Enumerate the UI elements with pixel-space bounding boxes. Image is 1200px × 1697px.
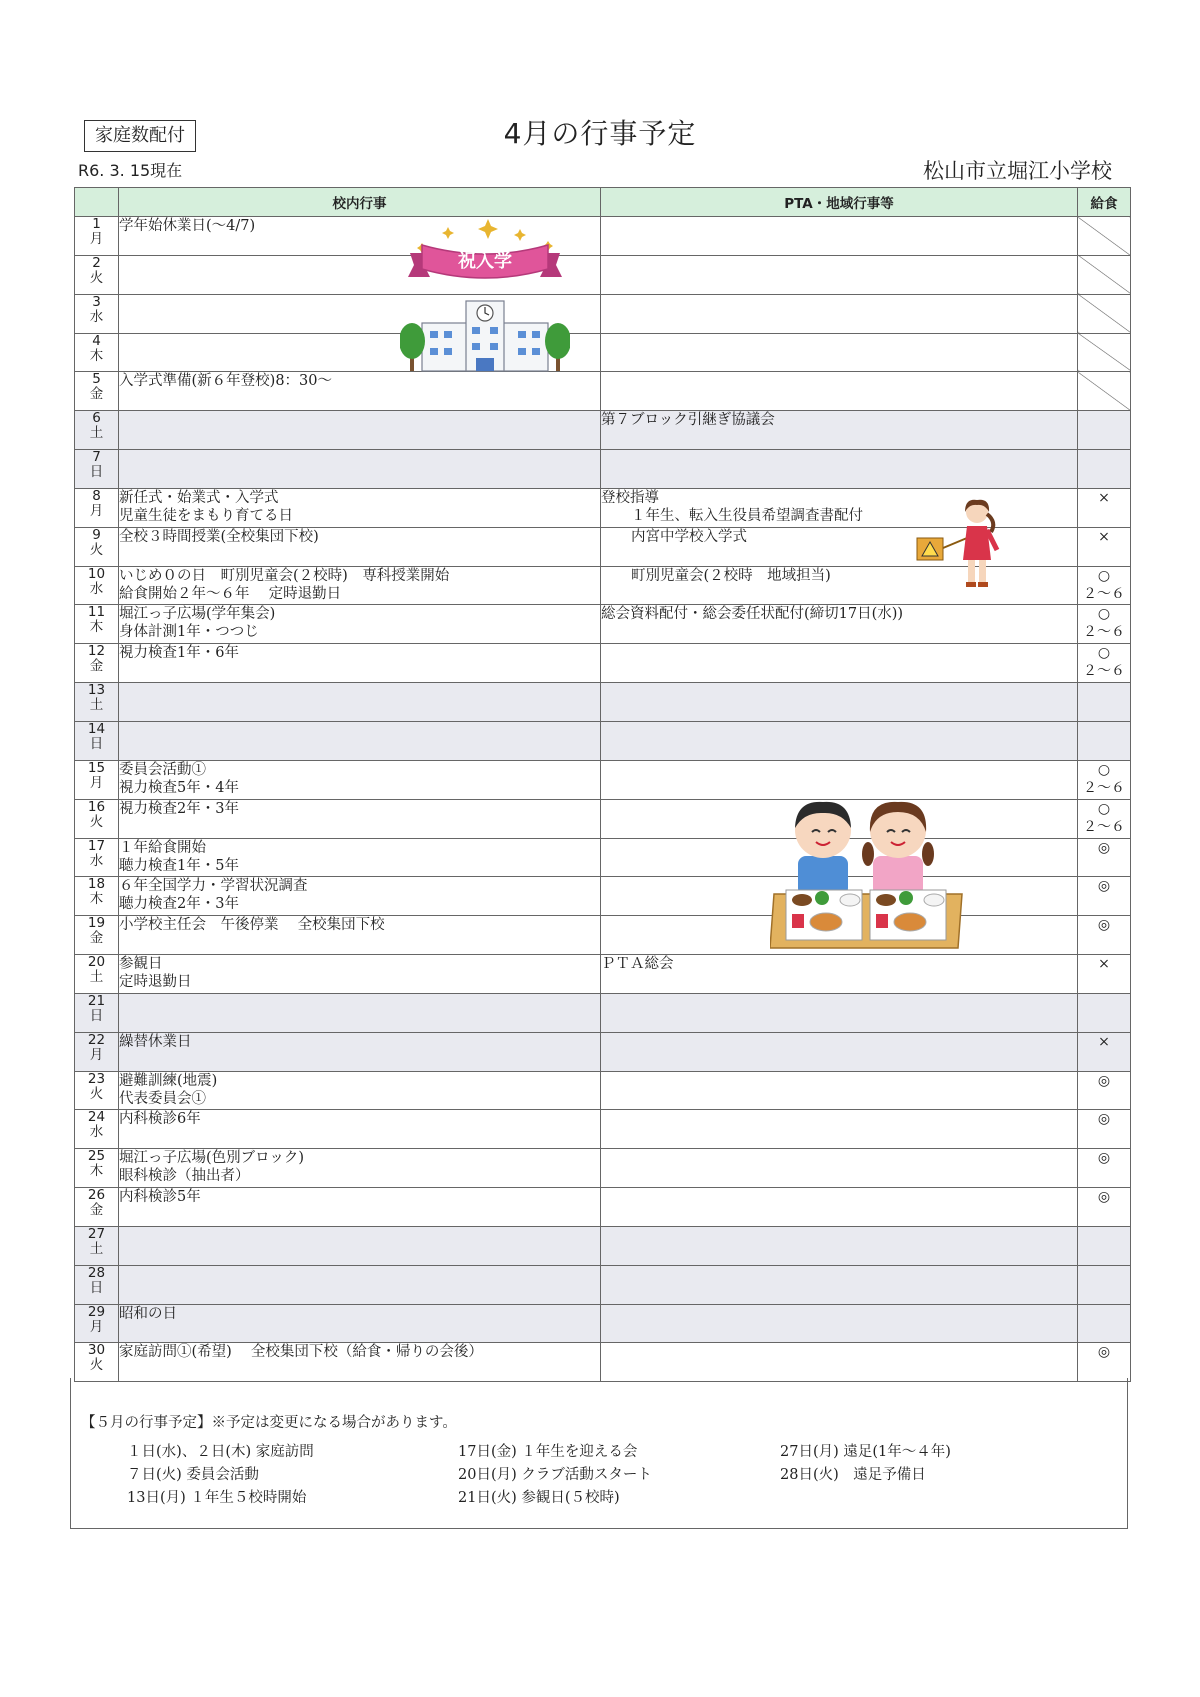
lunch-cell bbox=[1078, 450, 1131, 489]
date-cell bbox=[75, 372, 119, 411]
day-number: 8 bbox=[92, 487, 101, 504]
weekday: 金 bbox=[89, 658, 104, 675]
day-number: 13 bbox=[87, 682, 106, 699]
lunch-cell bbox=[1078, 372, 1131, 411]
table-row bbox=[75, 411, 1131, 450]
lunch-mark: ２～６ bbox=[1083, 585, 1125, 602]
pta-event-cell bbox=[601, 605, 1078, 644]
lunch-cell bbox=[1078, 721, 1131, 760]
table-row bbox=[75, 683, 1131, 722]
lunch-mark: ２～６ bbox=[1083, 663, 1125, 680]
pta-event-cell bbox=[601, 372, 1078, 411]
school-event-cell bbox=[119, 721, 601, 760]
table-row bbox=[75, 217, 1131, 256]
school-event-cell bbox=[119, 683, 601, 722]
weekday: 日 bbox=[89, 1279, 104, 1296]
distribution-badge: 家庭数配付 bbox=[84, 120, 196, 152]
pta-event-cell bbox=[601, 993, 1078, 1032]
weekday: 月 bbox=[89, 231, 104, 247]
may-item: 27日(月) 遠足(1年～４年) bbox=[780, 1444, 951, 1460]
lunch-mark: ◎ bbox=[1097, 878, 1111, 895]
date-cell bbox=[75, 838, 119, 877]
weekday: 火 bbox=[89, 1085, 104, 1102]
lunch-cell bbox=[1078, 955, 1131, 994]
table-row bbox=[75, 1343, 1131, 1382]
day-number: 26 bbox=[87, 1187, 106, 1204]
date-cell bbox=[75, 760, 119, 799]
weekday: 火 bbox=[89, 541, 104, 558]
school-event-cell bbox=[119, 1343, 601, 1382]
school-event-cell bbox=[119, 1188, 601, 1227]
school-event-line: 昭和の日 bbox=[119, 1305, 177, 1322]
school-event-cell bbox=[119, 916, 601, 955]
day-number: 9 bbox=[92, 526, 101, 543]
school-event-cell bbox=[119, 605, 601, 644]
pta-event-cell bbox=[601, 333, 1078, 372]
school-event-line: 視力検査1年・6年 bbox=[119, 645, 239, 662]
lunch-cell bbox=[1078, 1304, 1131, 1343]
school-event-cell bbox=[119, 1265, 601, 1304]
sparkle-icon bbox=[417, 219, 553, 253]
weekday: 金 bbox=[89, 1202, 104, 1219]
entrance-ceremony-illustration bbox=[400, 215, 570, 390]
lunch-cell bbox=[1078, 1032, 1131, 1071]
lunch-mark: ◎ bbox=[1097, 917, 1111, 934]
lunch-cell bbox=[1078, 877, 1131, 916]
pta-event-cell bbox=[601, 721, 1078, 760]
lunch-mark: ◎ bbox=[1097, 1150, 1111, 1167]
day-number: 12 bbox=[87, 643, 106, 660]
date-cell bbox=[75, 527, 119, 566]
day-number: 24 bbox=[87, 1109, 106, 1126]
school-event-cell bbox=[119, 838, 601, 877]
school-event-cell bbox=[119, 799, 601, 838]
lunch-mark: ○ bbox=[1097, 761, 1111, 778]
pta-event-cell bbox=[601, 1265, 1078, 1304]
girl-icon bbox=[862, 802, 934, 896]
pta-event-cell bbox=[601, 1226, 1078, 1265]
school-event-line: 参観日 bbox=[119, 956, 163, 973]
day-number: 25 bbox=[87, 1148, 106, 1165]
table-row bbox=[75, 993, 1131, 1032]
table-row bbox=[75, 721, 1131, 760]
lunch-mark: ２～６ bbox=[1083, 624, 1125, 641]
table-row bbox=[75, 1265, 1131, 1304]
day-number: 2 bbox=[92, 254, 101, 271]
pta-events-header: PTA・地域行事等 bbox=[601, 188, 1078, 217]
date-cell bbox=[75, 1149, 119, 1188]
table-row bbox=[75, 255, 1131, 294]
lunch-mark: ◎ bbox=[1097, 1072, 1111, 1089]
lunch-mark: ○ bbox=[1097, 645, 1111, 662]
date-cell bbox=[75, 1188, 119, 1227]
pta-event-cell bbox=[601, 1032, 1078, 1071]
weekday: 日 bbox=[89, 464, 104, 481]
day-number: 15 bbox=[87, 759, 106, 776]
may-schedule-heading: 【５月の行事予定】※予定は変更になる場合があります。 bbox=[81, 1415, 457, 1431]
school-event-line: 小学校主任会 午後停業 全校集団下校 bbox=[119, 917, 385, 934]
school-event-line: 全校３時間授業(全校集団下校) bbox=[119, 528, 319, 545]
pta-event-line: １年生、転入生役員希望調査書配付 bbox=[631, 507, 863, 524]
may-item: １日(水)、２日(木) 家庭訪問 bbox=[127, 1444, 314, 1460]
date-cell bbox=[75, 1343, 119, 1382]
pta-event-cell bbox=[601, 1071, 1078, 1110]
school-event-cell bbox=[119, 1304, 601, 1343]
school-event-line: 聴力検査1年・5年 bbox=[119, 857, 239, 874]
table-row bbox=[75, 1304, 1131, 1343]
crossing-guard-illustration bbox=[915, 498, 1010, 593]
table-row bbox=[75, 1071, 1131, 1110]
school-event-line: 堀江っ子広場(学年集会) bbox=[119, 606, 276, 623]
date-cell bbox=[75, 955, 119, 994]
lunch-cell bbox=[1078, 333, 1131, 372]
school-event-line: 委員会活動① bbox=[119, 761, 206, 778]
table-row bbox=[75, 1110, 1131, 1149]
school-event-line: 聴力検査2年・3年 bbox=[119, 896, 239, 913]
school-building-icon bbox=[422, 301, 548, 371]
school-event-cell bbox=[119, 760, 601, 799]
schedule-header-row bbox=[75, 188, 1131, 217]
pta-event-cell bbox=[601, 1110, 1078, 1149]
date-cell bbox=[75, 488, 119, 527]
date-cell bbox=[75, 1110, 119, 1149]
day-number: 30 bbox=[87, 1342, 106, 1359]
lunch-cell bbox=[1078, 566, 1131, 605]
lunch-mark: ２～６ bbox=[1083, 818, 1125, 835]
lunch-cell bbox=[1078, 294, 1131, 333]
table-row bbox=[75, 333, 1131, 372]
school-event-line: 内科検診6年 bbox=[119, 1111, 201, 1128]
pta-event-cell bbox=[601, 1188, 1078, 1227]
pta-event-line: 総会資料配付・総会委任状配付(締切17日(水)) bbox=[601, 606, 904, 623]
day-number: 4 bbox=[92, 332, 101, 349]
lunch-cell bbox=[1078, 916, 1131, 955]
date-cell bbox=[75, 566, 119, 605]
pta-event-cell bbox=[601, 683, 1078, 722]
school-event-line: 定時退勤日 bbox=[119, 974, 192, 991]
school-event-line: 身体計測1年・つつじ bbox=[119, 624, 259, 641]
may-item: 21日(火) 参観日(５校時) bbox=[458, 1490, 620, 1506]
may-item: 20日(月) クラブ活動スタート bbox=[458, 1467, 652, 1483]
date-cell bbox=[75, 1304, 119, 1343]
day-number: 20 bbox=[87, 954, 106, 971]
lunch-cell bbox=[1078, 217, 1131, 256]
school-events-header: 校内行事 bbox=[119, 188, 601, 217]
pta-event-line: ＰＴＡ総会 bbox=[601, 956, 674, 973]
school-event-line: 視力検査2年・3年 bbox=[119, 800, 239, 817]
school-event-line: 代表委員会① bbox=[119, 1090, 206, 1107]
weekday: 水 bbox=[89, 580, 104, 597]
date-cell bbox=[75, 916, 119, 955]
lunch-cell bbox=[1078, 605, 1131, 644]
weekday: 月 bbox=[89, 1046, 104, 1063]
lunch-mark: ◎ bbox=[1097, 839, 1111, 856]
table-row bbox=[75, 1188, 1131, 1227]
date-cell bbox=[75, 799, 119, 838]
date-column-header bbox=[75, 188, 119, 217]
weekday: 日 bbox=[89, 1007, 104, 1024]
lunch-cell bbox=[1078, 527, 1131, 566]
day-number: 16 bbox=[87, 798, 106, 815]
date-cell bbox=[75, 1071, 119, 1110]
schedule-body bbox=[75, 217, 1131, 1382]
ribbon-text: 祝入学 bbox=[458, 251, 512, 272]
pta-event-cell bbox=[601, 955, 1078, 994]
date-cell bbox=[75, 217, 119, 256]
pta-event-cell bbox=[601, 217, 1078, 256]
table-row bbox=[75, 1149, 1131, 1188]
day-number: 7 bbox=[92, 449, 101, 466]
weekday: 水 bbox=[89, 852, 104, 869]
weekday: 水 bbox=[89, 308, 104, 325]
day-number: 6 bbox=[92, 410, 101, 427]
lunch-cell bbox=[1078, 1343, 1131, 1382]
day-number: 18 bbox=[87, 876, 106, 893]
pta-event-cell bbox=[601, 760, 1078, 799]
school-event-cell bbox=[119, 1032, 601, 1071]
weekday: 土 bbox=[89, 425, 104, 442]
pta-event-cell bbox=[601, 644, 1078, 683]
lunch-cell bbox=[1078, 488, 1131, 527]
date-cell bbox=[75, 683, 119, 722]
may-item: 17日(金) １年生を迎える会 bbox=[458, 1444, 638, 1460]
lunch-cell bbox=[1078, 1071, 1131, 1110]
school-event-cell bbox=[119, 527, 601, 566]
lunch-mark: ◎ bbox=[1097, 1111, 1111, 1128]
date-cell bbox=[75, 294, 119, 333]
lunch-cell bbox=[1078, 760, 1131, 799]
weekday: 月 bbox=[89, 502, 104, 519]
weekday: 土 bbox=[89, 697, 104, 714]
weekday: 木 bbox=[89, 619, 104, 636]
table-row bbox=[75, 1032, 1131, 1071]
page-title: 4月の行事予定 bbox=[503, 117, 697, 150]
school-event-cell bbox=[119, 450, 601, 489]
school-event-line: 眼科検診（抽出者） bbox=[119, 1168, 250, 1185]
school-event-line: 繰替休業日 bbox=[119, 1033, 192, 1050]
lunch-mark: ○ bbox=[1097, 606, 1111, 623]
school-event-line: 家庭訪問①(希望) 全校集団下校（給食・帰りの会後） bbox=[119, 1344, 483, 1361]
date-cell bbox=[75, 255, 119, 294]
pta-event-cell bbox=[601, 1149, 1078, 1188]
lunch-cell bbox=[1078, 1149, 1131, 1188]
school-event-cell bbox=[119, 1226, 601, 1265]
date-cell bbox=[75, 333, 119, 372]
may-item: 28日(火) 遠足予備日 bbox=[780, 1467, 926, 1483]
weekday: 土 bbox=[89, 969, 104, 986]
date-cell bbox=[75, 411, 119, 450]
school-event-line: 給食開始２年～６年 定時退勤日 bbox=[119, 585, 342, 602]
table-row bbox=[75, 838, 1131, 877]
day-number: 17 bbox=[87, 837, 106, 854]
pta-event-line: 内宮中学校入学式 bbox=[631, 528, 747, 545]
school-event-cell bbox=[119, 955, 601, 994]
school-event-cell bbox=[119, 644, 601, 683]
table-row bbox=[75, 294, 1131, 333]
table-row bbox=[75, 760, 1131, 799]
school-event-cell bbox=[119, 1071, 601, 1110]
pta-event-line: 町別児童会(２校時 地域担当) bbox=[631, 567, 831, 584]
day-number: 21 bbox=[87, 992, 106, 1009]
day-number: 23 bbox=[87, 1070, 106, 1087]
weekday: 月 bbox=[89, 1318, 104, 1335]
lunch-cell bbox=[1078, 993, 1131, 1032]
school-event-line: 堀江っ子広場(色別ブロック) bbox=[119, 1150, 305, 1167]
table-row bbox=[75, 916, 1131, 955]
weekday: 金 bbox=[89, 930, 104, 947]
school-event-line: 内科検診5年 bbox=[119, 1189, 201, 1206]
pta-event-cell bbox=[601, 450, 1078, 489]
date-cell bbox=[75, 1226, 119, 1265]
lunch-cell bbox=[1078, 1110, 1131, 1149]
school-event-cell bbox=[119, 993, 601, 1032]
lunch-cell bbox=[1078, 838, 1131, 877]
date-cell bbox=[75, 450, 119, 489]
table-row bbox=[75, 605, 1131, 644]
weekday: 火 bbox=[89, 1357, 104, 1374]
date-cell bbox=[75, 877, 119, 916]
lunch-header: 給食 bbox=[1078, 188, 1131, 217]
school-event-line: いじめ０の日 町別児童会(２校時) 専科授業開始 bbox=[119, 567, 450, 584]
pta-event-line: 第７ブロック引継ぎ協議会 bbox=[601, 412, 775, 429]
day-number: 11 bbox=[87, 604, 106, 621]
date-cell bbox=[75, 1032, 119, 1071]
weekday: 木 bbox=[89, 891, 104, 908]
schedule-table bbox=[74, 187, 1131, 1382]
school-event-line: 視力検査5年・4年 bbox=[119, 779, 239, 796]
school-lunch-illustration bbox=[770, 798, 966, 953]
lunch-mark: ○ bbox=[1097, 800, 1111, 817]
school-event-cell bbox=[119, 411, 601, 450]
day-number: 28 bbox=[87, 1264, 106, 1281]
date-cell bbox=[75, 993, 119, 1032]
school-name: 松山市立堀江小学校 bbox=[923, 159, 1112, 183]
lunch-cell bbox=[1078, 411, 1131, 450]
weekday: 木 bbox=[89, 1163, 104, 1180]
pta-event-cell bbox=[601, 255, 1078, 294]
table-row bbox=[75, 955, 1131, 994]
date-cell bbox=[75, 1265, 119, 1304]
school-event-line: １年給食開始 bbox=[119, 839, 206, 856]
day-number: 27 bbox=[87, 1225, 106, 1242]
school-event-line: 避難訓練(地震) bbox=[119, 1072, 218, 1089]
pta-event-line: 登校指導 bbox=[601, 489, 659, 506]
day-number: 3 bbox=[92, 293, 101, 310]
boy-icon bbox=[795, 802, 851, 896]
lunch-cell bbox=[1078, 1265, 1131, 1304]
pta-event-cell bbox=[601, 411, 1078, 450]
day-number: 1 bbox=[92, 216, 101, 232]
weekday: 火 bbox=[89, 269, 104, 286]
lunch-cell bbox=[1078, 799, 1131, 838]
table-row bbox=[75, 799, 1131, 838]
school-event-cell bbox=[119, 566, 601, 605]
lunch-mark: ◎ bbox=[1097, 1344, 1111, 1361]
weekday: 土 bbox=[89, 1240, 104, 1257]
table-row bbox=[75, 450, 1131, 489]
school-event-line: 入学式準備(新６年登校)8：30～ bbox=[119, 373, 332, 390]
table-row bbox=[75, 877, 1131, 916]
lunch-mark: ２～６ bbox=[1083, 779, 1125, 796]
lunch-cell bbox=[1078, 1226, 1131, 1265]
may-schedule-box bbox=[70, 1378, 1128, 1529]
pta-event-cell bbox=[601, 1343, 1078, 1382]
date-cell bbox=[75, 644, 119, 683]
day-number: 14 bbox=[87, 720, 106, 737]
lunch-mark: ○ bbox=[1097, 567, 1111, 584]
pta-event-cell bbox=[601, 1304, 1078, 1343]
school-event-line: 学年始休業日(～4/7) bbox=[119, 218, 256, 234]
school-event-line: ６年全国学力・学習状況調査 bbox=[119, 878, 308, 895]
day-number: 10 bbox=[87, 565, 106, 582]
weekday: 水 bbox=[89, 1124, 104, 1141]
table-row bbox=[75, 1226, 1131, 1265]
weekday: 火 bbox=[89, 813, 104, 830]
as-of-date: R6. 3. 15現在 bbox=[78, 161, 183, 180]
lunch-cell bbox=[1078, 683, 1131, 722]
school-event-cell bbox=[119, 1110, 601, 1149]
school-event-cell bbox=[119, 877, 601, 916]
table-row bbox=[75, 372, 1131, 411]
lunch-mark: × bbox=[1098, 1033, 1110, 1050]
may-item: 13日(月) １年生５校時開始 bbox=[127, 1490, 307, 1506]
day-number: 29 bbox=[87, 1303, 106, 1320]
day-number: 19 bbox=[87, 915, 106, 932]
lunch-cell bbox=[1078, 644, 1131, 683]
weekday: 月 bbox=[89, 774, 104, 791]
weekday: 日 bbox=[89, 735, 104, 752]
may-item: ７日(火) 委員会活動 bbox=[127, 1467, 259, 1483]
weekday: 金 bbox=[89, 386, 104, 403]
date-cell bbox=[75, 721, 119, 760]
lunch-mark: ◎ bbox=[1097, 1189, 1111, 1206]
school-event-line: 新任式・始業式・入学式 bbox=[119, 489, 279, 506]
weekday: 木 bbox=[89, 347, 104, 364]
school-event-line: 児童生徒をまもり育てる日 bbox=[119, 507, 293, 524]
lunch-mark: × bbox=[1098, 528, 1110, 545]
pta-event-cell bbox=[601, 294, 1078, 333]
lunch-cell bbox=[1078, 255, 1131, 294]
table-row bbox=[75, 644, 1131, 683]
lunch-mark: × bbox=[1098, 956, 1110, 973]
school-event-cell bbox=[119, 488, 601, 527]
lunch-cell bbox=[1078, 1188, 1131, 1227]
day-number: 5 bbox=[92, 371, 101, 388]
lunch-mark: × bbox=[1098, 489, 1110, 506]
date-cell bbox=[75, 605, 119, 644]
school-event-cell bbox=[119, 1149, 601, 1188]
day-number: 22 bbox=[87, 1031, 106, 1048]
